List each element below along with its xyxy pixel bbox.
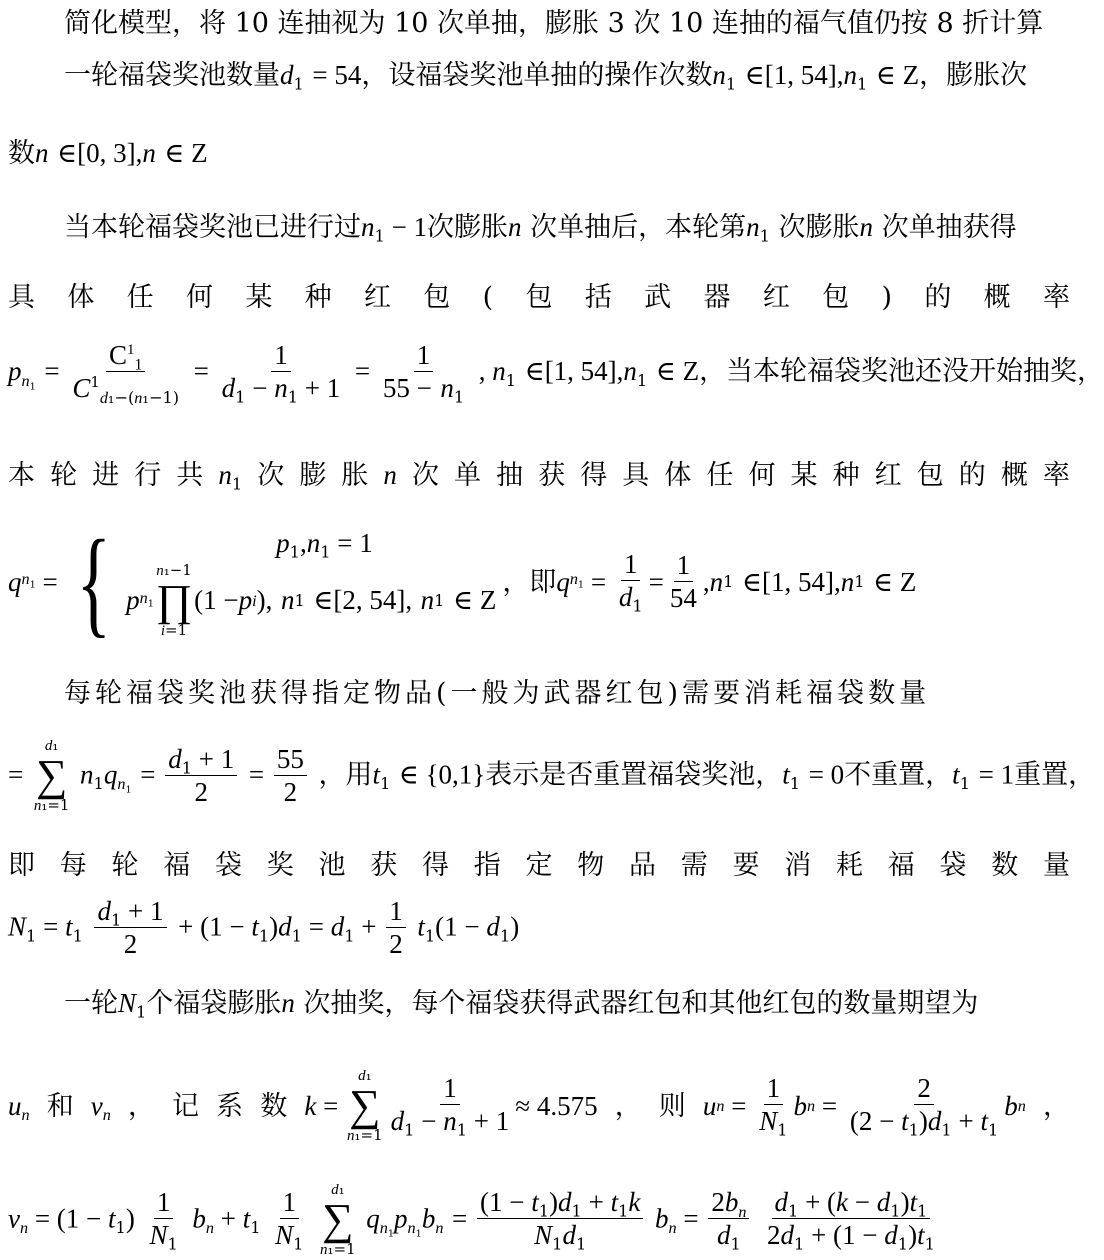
spread-char: 的 (958, 460, 986, 491)
paragraph-line-4: 当本轮福袋奖池已进行过$n_1 - 1$次膨胀n 次单抽后，本轮第$n_1$ 次膨胀n 次单抽获得 (64, 212, 1017, 246)
spread-char: 定 (525, 850, 553, 881)
spread-char: 袋 (939, 850, 967, 881)
fraction-55: $\frac{1}{55 - n_1}$ (382, 340, 465, 407)
var-n: n (383, 460, 397, 490)
spread-char: 任 (126, 282, 154, 313)
spread-char: 概 (1000, 460, 1028, 491)
spread-char: 膨 (299, 460, 327, 491)
spread-char: 消 (784, 850, 812, 881)
spread-char: 轮 (50, 460, 78, 491)
paragraph-line-9: 每轮福袋奖池获得指定物品(一般为武器红包)需要消耗福袋数量 (64, 678, 931, 709)
paragraph-line-13: 一轮$N_1$个福袋膨胀n 次抽奖，每个福袋获得武器红包和其他红包的数量期望为 (64, 988, 979, 1022)
spread-char: 得 (580, 460, 608, 491)
formula-k-un: $u_n$ 和 $v_n$ ， 记 系 数 k = d₁ ∑ n₁=1 $\frac{1}{d_1 - n_1 + 1}$ ≈ 4.575 ， 则 u n = $\frac{1}{N_1}$ b n = $\frac{2}{(2 - t_1)d_1 + t_1}$ b n ， (8, 1066, 1070, 1144)
formula-q-n1: q $n_1$ = { $p_1,n_1 = 1$ p $n_1$ n₁−1 ∏ i=1 (1 − p i ), n 1 ∈[2, 54], n 1 ∈ Z ，即 q $n_1$ = $\frac{1}{d_1}$ = $\frac{1}{54}$ , n 1 ∈[1, 54], n 1 ∈ Z (8, 515, 917, 648)
spread-char: 获 (538, 460, 566, 491)
spread-char: 获 (370, 850, 398, 881)
spread-char: 品 (629, 850, 656, 881)
paragraph-line-5 (8, 284, 1070, 311)
spread-char: 红 (363, 282, 391, 313)
spread-char: 的 (924, 282, 952, 313)
spread-char: 物 (577, 850, 605, 881)
spread-char: 池 (318, 850, 346, 881)
spread-char: 袋 (215, 850, 242, 881)
spread-char: 概 (983, 282, 1011, 313)
spread-char: 具 (8, 282, 35, 313)
spread-char: 包 (423, 282, 451, 313)
spread-char: 率 (1042, 460, 1070, 491)
spread-char: 种 (832, 460, 860, 491)
paragraph-line-2: 一轮福袋奖池数量$d_1 = 54$，设福袋奖池单抽的操作次数$n_1$ ∈[1, $54],n_1$ ∈ Z，膨胀次 (64, 60, 1028, 94)
spread-char: 数 (991, 850, 1019, 881)
spread-char: 奖 (266, 850, 294, 881)
spread-char: ( (482, 282, 494, 313)
spread-char: 包 (822, 282, 850, 313)
formula-vn: $v_n = (1 - t_1)$ $\frac{1}{N_1}$ $b_n + t_1$ $\frac{1}{N_1}$ d₁ ∑ n₁=1 $q_{n_1}p_{n_1}b_n$ = $\frac{(1 - t_1)d_1 + t_1k}{N_1d_1}$ $b_n$ = $\frac{2b_n}{d_1}$ $\frac{d_1 + (k - d_1)t_1}{2d_1 + (1 - d_1)t_1}$ (8, 1180, 935, 1258)
spread-char: 某 (245, 282, 273, 313)
spread-char: 具 (622, 460, 650, 491)
formula-N1: $N_1 = t_1$ $\frac{d_1 + 1}{2}$ + $(1 - t_1)d_1 = d_1$ + $\frac{1}{2}$ $t_1(1 - d_1)$ (8, 896, 520, 960)
spread-char: 福 (887, 850, 915, 881)
spread-char: 得 (422, 850, 449, 881)
spread-char: 何 (185, 282, 213, 313)
spread-char: 何 (748, 460, 776, 491)
spread-char: 要 (732, 850, 760, 881)
paragraph-line-11 (8, 852, 1070, 879)
spread-char: ) (881, 282, 893, 313)
spread-char: 红 (874, 460, 902, 491)
spread-char: 体 (664, 460, 692, 491)
spread-char: 括 (584, 282, 612, 313)
spread-char: 共 (176, 460, 204, 491)
spread-char: 福 (163, 850, 191, 881)
spread-char: 指 (473, 850, 501, 881)
spread-char: 进 (92, 460, 120, 491)
paragraph-line-3: 数n ∈[0, 3],n ∈ Z (8, 138, 208, 169)
spread-char: 某 (790, 460, 818, 491)
var-n1: $n_1$ (218, 460, 243, 494)
formula-sum: = d₁ ∑ n₁=1 $n_1q_{n_1}$ = $\frac{d_1 + 1}{2}$ = $\frac{55}{2}$ ，用$t_1$ ∈ {0,1}表示是否重置福袋奖池，$t_1 = 0$不重置，$t_1 = 1$重置， (8, 736, 1096, 814)
spread-char: 每 (59, 850, 87, 881)
spread-char: 抽 (496, 460, 524, 491)
spread-char: 种 (304, 282, 332, 313)
formula-p-n1: $p_{n_1}$ = $\frac{C^1_1}{C^1_{d_1-(n_1-1)}}$ = $\frac{1}{d_1 - n_1 + 1}$ = $\frac{1}{55 - n_1}$ , $n_1$ ∈[1, $54],n_1$ ∈ Z，当本轮福袋奖池还没开始抽奖， (8, 340, 1104, 407)
spread-char: 耗 (836, 850, 863, 881)
spread-char: 本 (8, 460, 35, 491)
spread-char: 次 (411, 460, 439, 491)
spread-char: 器 (703, 282, 731, 313)
spread-char: 武 (644, 282, 672, 313)
spread-char: 需 (680, 850, 708, 881)
spread-char: 任 (706, 460, 734, 491)
spread-char: 包 (916, 460, 944, 491)
spread-char: 包 (525, 282, 553, 313)
spread-char: 胀 (341, 460, 369, 491)
paragraph-line-7 (8, 460, 1070, 494)
spread-char: 体 (67, 282, 95, 313)
spread-char: 量 (1043, 850, 1070, 881)
paragraph-line-1: 简化模型，将 10 连抽视为 10 次单抽，膨胀 3 次 10 连抽的福气值仍按 8 折计算 (64, 8, 1044, 39)
spread-char: 红 (762, 282, 790, 313)
spread-char: 率 (1043, 282, 1070, 313)
spread-char: 行 (134, 460, 162, 491)
spread-char: 次 (257, 460, 285, 491)
fraction-c: $\frac{C^1_1}{C^1_{d_1-(n_1-1)}}$ (72, 340, 180, 407)
spread-char: 轮 (111, 850, 139, 881)
fraction-d1: $\frac{1}{d_1 - n_1 + 1}$ (221, 340, 341, 407)
spread-char: 单 (454, 460, 481, 491)
spread-char: 即 (8, 850, 35, 881)
